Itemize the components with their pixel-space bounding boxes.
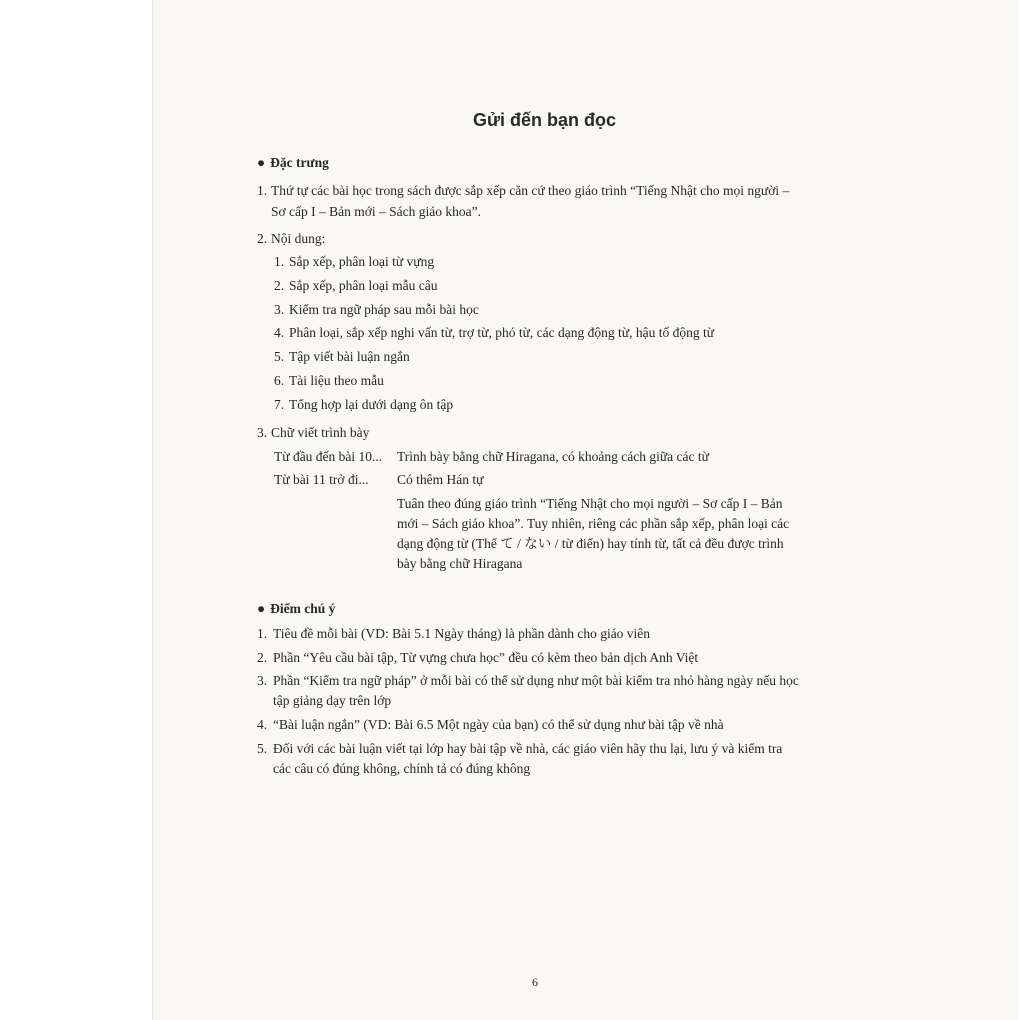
sublist-item-text: Kiểm tra ngữ pháp sau mỗi bài học (289, 302, 479, 317)
list-item-number: 2. (257, 650, 268, 665)
paragraph-line: bày bằng chữ Hiragana (397, 556, 523, 571)
page-number: 6 (532, 975, 538, 989)
section-heading-text: Đặc trưng (270, 155, 329, 170)
list-item-number: 1. (257, 183, 268, 198)
list-item-text: Sơ cấp I – Bản mới – Sách giáo khoa”. (271, 204, 481, 219)
sublist-item-number: 6. (274, 373, 285, 388)
list-item-text: Nội dung: (271, 231, 326, 246)
list-item-text: các câu có đúng không, chính tả có đúng không (273, 761, 531, 776)
sublist-item-text: Sắp xếp, phân loại từ vựng (289, 254, 435, 269)
sublist-item-number: 2. (274, 278, 285, 293)
paragraph-line: Tuân theo đúng giáo trình “Tiếng Nhật cho mọi người – Sơ cấp I – Bản (397, 496, 783, 511)
list-item-text: Phần “Kiểm tra ngữ pháp” ở mỗi bài có thể sử dụng như một bài kiểm tra nhỏ hàng ngày nếu học (273, 673, 799, 688)
list-item-text: tập giảng dạy trên lớp (273, 693, 392, 708)
sublist-item-text: Tổng hợp lại dưới dạng ôn tập (289, 397, 454, 412)
list-item-text: “Bài luận ngắn” (VD: Bài 6.5 Một ngày của bạn) có thể sử dụng như bài tập về nhà (273, 717, 724, 732)
sublist-item-text: Phân loại, sắp xếp nghi vấn từ, trợ từ, phó từ, các dạng động từ, hậu tố động từ (289, 325, 715, 340)
sublist-item-text: Sắp xếp, phân loại mẫu câu (289, 278, 438, 293)
sublist-item-text: Tập viết bài luận ngắn (289, 349, 410, 364)
paragraph-line: mới – Sách giáo khoa”. Tuy nhiên, riêng các phần sắp xếp, phân loại các (397, 516, 790, 531)
row-label: Từ đầu đến bài 10... (274, 449, 383, 464)
list-item-number: 2. (257, 231, 268, 246)
sublist-item-number: 4. (274, 325, 285, 340)
section-heading-notes (257, 600, 335, 618)
bullet-icon: ● (257, 601, 266, 616)
sublist-item-number: 7. (274, 397, 285, 412)
list-item-number: 3. (257, 425, 268, 440)
sublist-item-text: Tài liệu theo mẫu (289, 373, 384, 388)
list-item-number: 1. (257, 626, 268, 641)
list-item-text: Thứ tự các bài học trong sách được sắp xếp căn cứ theo giáo trình “Tiếng Nhật cho mọi người – (271, 183, 790, 198)
page-title: Gửi đến bạn đọc (473, 110, 617, 130)
list-item-text: Phần “Yêu cầu bài tập, Từ vựng chưa học” đều có kèm theo bản dịch Anh Việt (273, 650, 699, 665)
bullet-icon: ● (257, 155, 266, 170)
list-item-text: Đối với các bài luận viết tại lớp hay bài tập về nhà, các giáo viên hãy thu lại, lưu ý và kiểm tra (273, 741, 783, 756)
paragraph-line: dạng động từ (Thể て / ない / từ điển) hay tính từ, tất cả đều được trình (397, 536, 784, 551)
sublist-item-number: 3. (274, 302, 285, 317)
list-item-number: 4. (257, 717, 268, 732)
list-item-number: 3. (257, 673, 268, 688)
section-heading-features (257, 154, 329, 172)
sublist-item-number: 5. (274, 349, 285, 364)
row-text: Trình bày bằng chữ Hiragana, có khoảng cách giữa các từ (397, 449, 709, 464)
sublist-item-number: 1. (274, 254, 285, 269)
list-item-text: Chữ viết trình bày (271, 425, 370, 440)
list-item-text: Tiêu đề mỗi bài (VD: Bài 5.1 Ngày tháng) là phần dành cho giáo viên (273, 626, 651, 641)
section-heading-text: Điểm chú ý (270, 601, 336, 616)
row-text: Có thêm Hán tự (397, 472, 484, 487)
list-item-number: 5. (257, 741, 268, 756)
row-label: Từ bài 11 trở đi... (274, 472, 369, 487)
